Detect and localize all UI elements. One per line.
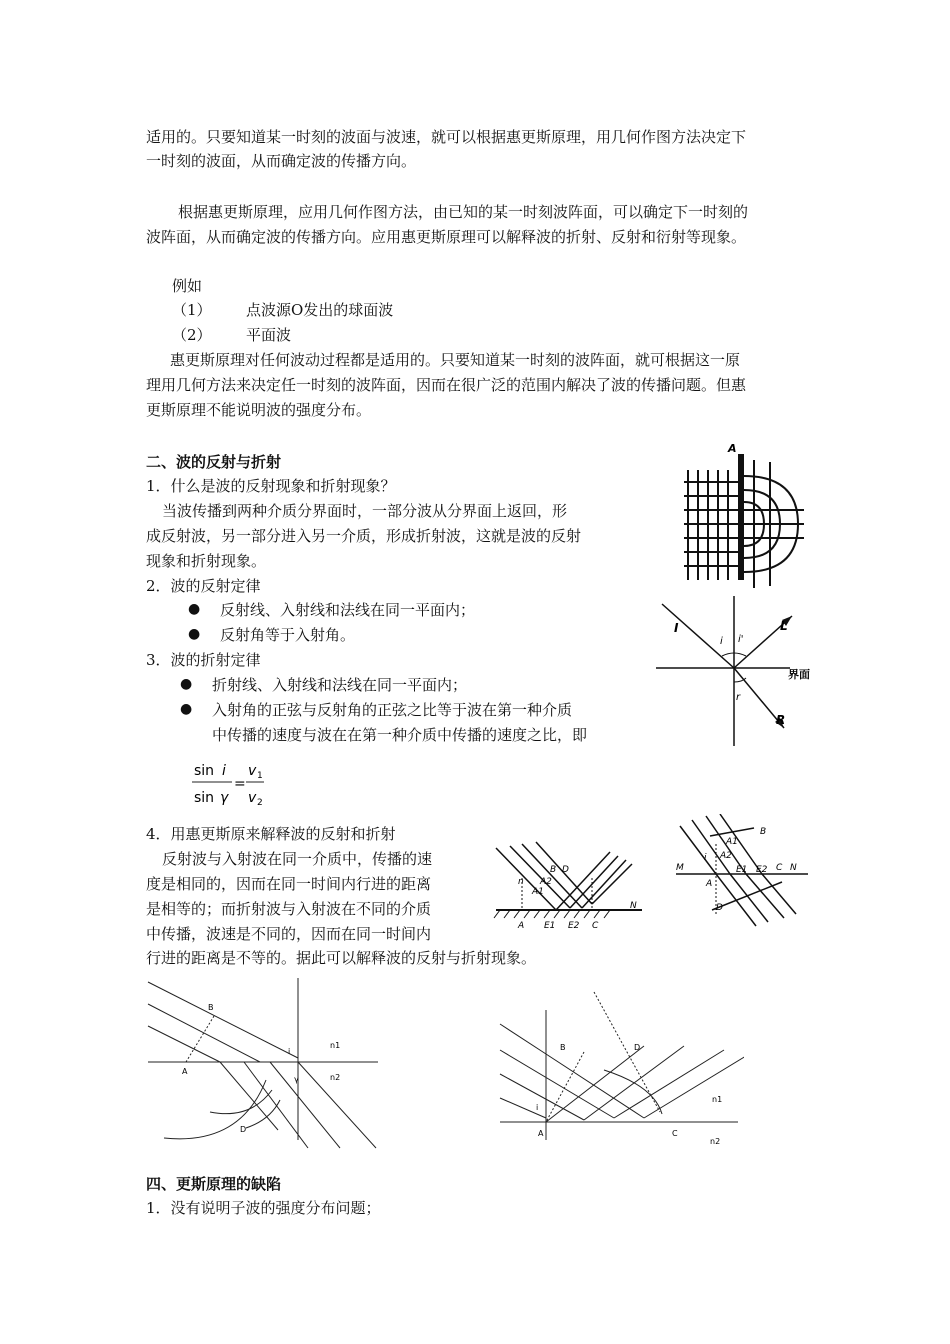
fig5-label-b: B: [208, 1003, 214, 1012]
refraction-construction-figure: [140, 970, 390, 1160]
fig1-label-a: A: [728, 442, 737, 455]
diffraction-grid-figure: [680, 440, 810, 590]
fig4-label-b: B: [760, 827, 767, 837]
reflection-law-1: 反射线、入射线和法线在同一平面内；: [220, 601, 476, 619]
refraction-law-2-line2: 中传播的速度与波在在第一种介质中传播的速度之比，即: [212, 726, 588, 744]
fig6-label-n2: n2: [710, 1137, 721, 1146]
bullet: ●: [188, 601, 201, 617]
formula-v2: v: [248, 790, 257, 806]
fig3-label-a: A: [518, 921, 525, 931]
para3-line2: 理用几何方法来决定任一时刻的波阵面，因而在很广泛的范围内解决了波的传播问题。但惠: [146, 376, 747, 394]
fig5-label-d: D: [240, 1125, 247, 1134]
reflection-construction-figure: [494, 990, 744, 1150]
formula-den-var: γ: [220, 790, 229, 806]
para2-line2: 波阵面，从而确定波的传播方向。应用惠更斯原理可以解释波的折射、反射和衍射等现象。: [146, 228, 747, 246]
reflection-wavefront-figure: [492, 838, 652, 934]
formula-sub1: 1: [257, 771, 263, 781]
reflection-law-2: 反射角等于入射角。: [220, 626, 356, 644]
example-item2-text: 平面波: [246, 326, 292, 344]
fig2-label-l: L: [780, 619, 788, 633]
para3-line3: 更斯原理不能说明波的强度分布。: [146, 401, 372, 419]
formula-num-sin: sin: [194, 763, 215, 779]
section2-title: 二、波的反射与折射: [146, 453, 282, 471]
fig3-label-b: B: [550, 865, 557, 875]
section2-a4-line4: 中传播，波速是不同的，因而在同一时间内: [146, 925, 432, 943]
fig4-label-i: i: [704, 853, 707, 863]
snell-formula: [188, 758, 278, 810]
fig4-label-a1: A1: [726, 837, 738, 847]
fig2-label-i: i: [720, 636, 723, 647]
fig3-label-c: C: [592, 921, 599, 931]
section2-a4-line2: 度是相同的，因而在同一时间内行进的距离: [146, 875, 432, 893]
fig4-label-e1: E1: [736, 865, 748, 875]
refraction-wavefront-figure: [672, 814, 812, 932]
refraction-law-1: 折射线、入射线和法线在同一平面内；: [212, 676, 468, 694]
fig4-label-a2: A2: [720, 851, 732, 861]
section2-q1: 1．什么是波的反射现象和折射现象？: [146, 477, 396, 495]
section4-title: 四、更斯原理的缺陷: [146, 1175, 282, 1193]
fig3-label-d: D: [562, 865, 569, 875]
section2-q2: 2．波的反射定律: [146, 577, 261, 595]
section2-q4: 4．用惠更斯原来解释波的反射和折射: [146, 825, 396, 843]
fig4-label-d: D: [716, 903, 723, 913]
fig5-label-i: i: [288, 1047, 291, 1056]
fig5-label-n2: n2: [330, 1073, 341, 1082]
fig2-label-i-ray: I: [674, 621, 679, 635]
example-item1-num: （1）: [172, 301, 212, 319]
fig6-label-d: D: [634, 1043, 641, 1052]
para1-line1: 适用的。只要知道某一时刻的波面与波速，就可以根据惠更斯原理，用几何作图方法决定下: [146, 128, 747, 146]
section2-a4-line3: 是相等的；而折射波与入射波在不同的介质: [146, 900, 432, 918]
example-item1-text: 点波源O发出的球面波: [246, 301, 394, 319]
example-item2-num: （2）: [172, 326, 212, 344]
fig3-label-n: n: [518, 877, 524, 887]
fig2-label-interface: 界面: [788, 668, 810, 681]
fig5-label-gamma: γ: [294, 1075, 299, 1084]
fig4-label-e2: E2: [756, 865, 768, 875]
fig3-label-big-n: N: [630, 901, 637, 911]
para3-line1: 惠更斯原理对任何波动过程都是适用的。只要知道某一时刻的波阵面，就可根据这一原: [170, 351, 741, 369]
section2-a1-line1: 当波传播到两种介质分界面时，一部分波从分界面上返回，形: [162, 502, 568, 520]
reflection-refraction-figure: [652, 590, 812, 750]
fig3-label-e2: E2: [568, 921, 580, 931]
section2-a1-line2: 成反射波，另一部分进入另一介质，形成折射波，这就是波的反射: [146, 527, 582, 545]
section2-q3: 3．波的折射定律: [146, 651, 261, 669]
fig3-label-e1: E1: [544, 921, 556, 931]
formula-v1: v: [248, 763, 257, 779]
fig3-label-a2: A2: [540, 877, 552, 887]
fig5-label-a: A: [182, 1067, 188, 1076]
fig2-label-i-prime: i': [738, 634, 744, 645]
example-heading: 例如: [172, 277, 203, 295]
formula-num-var: i: [222, 763, 226, 779]
fig4-label-m: M: [676, 863, 684, 873]
para1-line2: 一时刻的波面，从而确定波的传播方向。: [146, 152, 417, 170]
refraction-law-2-line1: 入射角的正弦与反射角的正弦之比等于波在第一种介质: [212, 701, 573, 719]
formula-den-sin: sin: [194, 790, 215, 806]
fig6-label-b: B: [560, 1043, 566, 1052]
fig2-label-r: r: [736, 692, 741, 703]
section4-item1: 1．没有说明子波的强度分布问题；: [146, 1199, 381, 1217]
formula-equals: =: [234, 776, 246, 792]
para2-line1: 根据惠更斯原理，应用几何作图方法，由已知的某一时刻波阵面，可以确定下一时刻的: [178, 203, 749, 221]
fig4-label-c: C: [776, 863, 783, 873]
fig4-label-a: A: [706, 879, 713, 889]
fig3-label-a1: A1: [532, 887, 544, 897]
bullet: ●: [180, 676, 193, 692]
section2-a4-line1: 反射波与入射波在同一介质中，传播的速: [162, 850, 433, 868]
fig5-label-n1: n1: [330, 1041, 341, 1050]
bullet: ●: [180, 701, 193, 717]
fig6-label-a: A: [538, 1129, 544, 1138]
bullet: ●: [188, 626, 201, 642]
fig6-label-n1: n1: [712, 1095, 723, 1104]
formula-sub2: 2: [257, 798, 263, 808]
section2-a1-line3: 现象和折射现象。: [146, 552, 267, 570]
section2-a4-line5: 行进的距离是不等的。据此可以解释波的反射与折射现象。: [146, 949, 537, 967]
fig6-label-i: i: [536, 1103, 539, 1112]
fig2-label-big-r: R: [776, 713, 786, 727]
fig6-label-c: C: [672, 1129, 678, 1138]
fig4-label-n: N: [790, 863, 797, 873]
